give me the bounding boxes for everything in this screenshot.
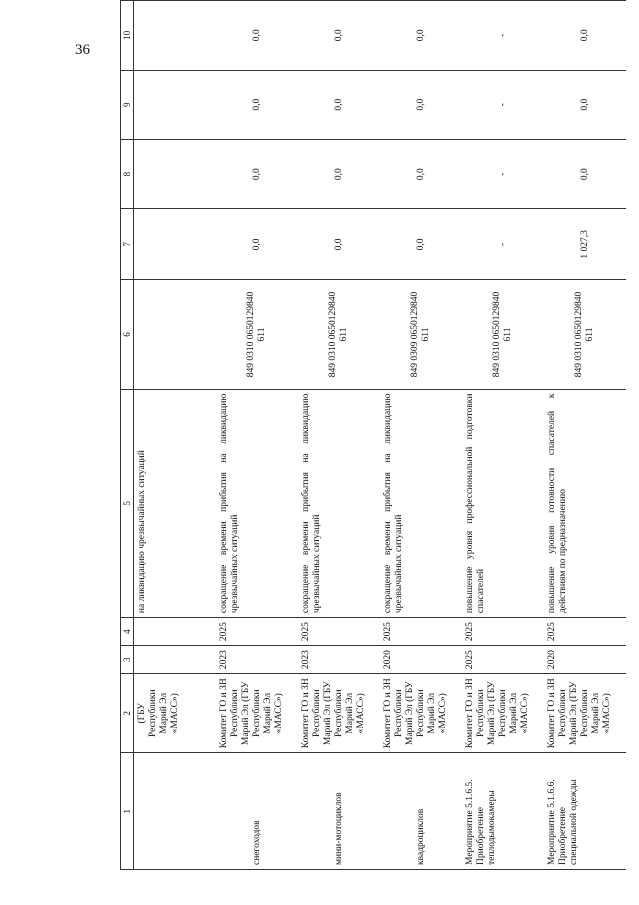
cell-budget-code: 849 0310 0650129840 611 — [298, 280, 380, 389]
column-header-4: 4 — [121, 618, 134, 646]
cell-value-8: - — [462, 139, 544, 208]
cell-value-7: 0,0 — [298, 209, 380, 280]
column-header-1: 1 — [121, 753, 134, 870]
cell-end-year — [134, 618, 217, 646]
cell-executor: (ГБУ Республики Марий Эл «МАСС») — [134, 674, 217, 753]
cell-value-8: 0,0 — [298, 139, 380, 208]
cell-value-8 — [134, 139, 217, 208]
cell-start-year: 2025 — [462, 646, 544, 674]
cell-activity: снегоходов — [216, 753, 298, 870]
cell-start-year: 2023 — [298, 646, 380, 674]
column-header-10: 10 — [121, 1, 134, 71]
cell-value-7: 0,0 — [216, 209, 298, 280]
cell-budget-code: 849 0309 0650129840 611 — [380, 280, 462, 389]
table-row — [134, 1, 217, 870]
cell-value-9: 0,0 — [544, 70, 626, 139]
cell-expected-result: повышение уровня профессиональной подготовки спасателей — [462, 389, 544, 618]
cell-activity: Мероприятие 5.1.6.6. Приобретение специальной одежды — [544, 753, 626, 870]
cell-value-8: 0,0 — [216, 139, 298, 208]
table-row — [462, 1, 544, 870]
cell-end-year: 2025 — [544, 618, 626, 646]
cell-executor: Комитет ГО и ЗН Республики Марий Эл (ГБУ Республики Марий Эл «МАСС») — [462, 674, 544, 753]
cell-value-10: - — [462, 1, 544, 71]
column-header-6: 6 — [121, 280, 134, 389]
cell-end-year: 2025 — [462, 618, 544, 646]
program-activities-table — [120, 0, 626, 870]
cell-expected-result: на ликвидацию чрезвычайных ситуаций — [134, 389, 217, 618]
cell-activity: мини-мотоциклов — [298, 753, 380, 870]
cell-value-7: 1 027,3 — [544, 209, 626, 280]
cell-activity — [134, 753, 217, 870]
cell-executor: Комитет ГО и ЗН Республики Марий Эл (ГБУ Республики Марий Эл «МАСС») — [216, 674, 298, 753]
cell-value-10 — [134, 1, 217, 71]
cell-activity: квадроциклов — [380, 753, 462, 870]
cell-value-9: 0,0 — [216, 70, 298, 139]
column-header-3: 3 — [121, 646, 134, 674]
cell-end-year: 2025 — [380, 618, 462, 646]
column-header-9: 9 — [121, 70, 134, 139]
cell-start-year: 2020 — [380, 646, 462, 674]
cell-executor: Комитет ГО и ЗН Республики Марий Эл (ГБУ Республики Марий Эл «МАСС») — [380, 674, 462, 753]
table-header-row — [121, 1, 134, 870]
cell-value-7: - — [462, 209, 544, 280]
cell-value-8: 0,0 — [380, 139, 462, 208]
column-header-8: 8 — [121, 139, 134, 208]
cell-expected-result: сокращение времени прибытия на ликвидацию чрезвычайных ситуаций — [298, 389, 380, 618]
cell-expected-result: сокращение времени прибытия на ликвидацию чрезвычайных ситуаций — [216, 389, 298, 618]
cell-value-9 — [134, 70, 217, 139]
cell-end-year: 2025 — [216, 618, 298, 646]
cell-budget-code: 849 0310 0650129840 611 — [462, 280, 544, 389]
cell-budget-code: 849 0310 0650129840 611 — [216, 280, 298, 389]
cell-activity: Мероприятие 5.1.6.5. Приобретение теплодымокамеры — [462, 753, 544, 870]
cell-expected-result: повышение уровня готовности спасателей к действиям по предназначению — [544, 389, 626, 618]
cell-value-10: 0,0 — [298, 1, 380, 71]
cell-value-10: 0,0 — [380, 1, 462, 71]
cell-value-9: 0,0 — [380, 70, 462, 139]
table-row — [380, 1, 462, 870]
table-row — [216, 1, 298, 870]
column-header-7: 7 — [121, 209, 134, 280]
cell-value-9: 0,0 — [298, 70, 380, 139]
cell-budget-code: 849 0310 0650129840 611 — [544, 280, 626, 389]
cell-end-year: 2025 — [298, 618, 380, 646]
cell-executor: Комитет ГО и ЗН Республики Марий Эл (ГБУ Республики Марий Эл «МАСС») — [298, 674, 380, 753]
cell-start-year: 2023 — [216, 646, 298, 674]
cell-value-9: - — [462, 70, 544, 139]
table-row — [544, 1, 626, 870]
column-header-2: 2 — [121, 674, 134, 753]
cell-value-8: 0,0 — [544, 139, 626, 208]
column-header-5: 5 — [121, 389, 134, 618]
cell-value-7 — [134, 209, 217, 280]
cell-executor: Комитет ГО и ЗН Республики Марий Эл (ГБУ Республики Марий Эл «МАСС») — [544, 674, 626, 753]
cell-value-10: 0,0 — [216, 1, 298, 71]
cell-value-7: 0,0 — [380, 209, 462, 280]
page-number: 36 — [75, 42, 90, 58]
cell-start-year: 2020 — [544, 646, 626, 674]
cell-budget-code — [134, 280, 217, 389]
cell-value-10: 0,0 — [544, 1, 626, 71]
table-row — [298, 1, 380, 870]
cell-expected-result: сокращение времени прибытия на ликвидацию чрезвычайных ситуаций — [380, 389, 462, 618]
cell-start-year — [134, 646, 217, 674]
